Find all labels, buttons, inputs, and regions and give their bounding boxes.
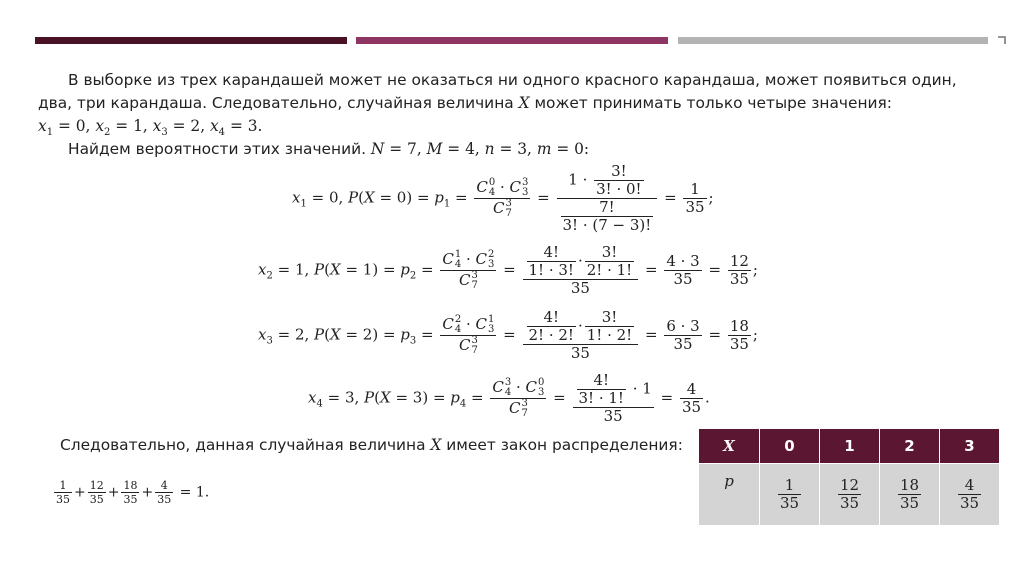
distribution-line: Следовательно, данная случайная величина X имеет закон распределения:: [60, 436, 683, 454]
distribution-table: [698, 428, 1000, 526]
table-row-label: p: [699, 464, 760, 526]
table-cell: $\frac{12}{35}$: [820, 464, 880, 526]
intro-line-1: В выборке из трех карандашей может не оказаться ни одного красного карандаша, может появиться один,: [68, 71, 957, 89]
header-bar-magenta: [356, 37, 668, 44]
header-bar-gray: [678, 37, 988, 44]
sum-check: $\frac{1}{35}$ + $\frac{12}{35}$ + $\frac{18}{35}$ + $\frac{4}{35}$ = 1.: [56, 479, 210, 506]
table-cell: $\frac{18}{35}$: [880, 464, 940, 526]
table-header-cell: X: [699, 429, 760, 464]
table-header-cell: 3: [940, 429, 1000, 464]
table-cell: $\frac{1}{35}$: [760, 464, 820, 526]
formula-x2: $x_2 = 1$, $P(X = 1) = p_2$ = C 1 4 · C 2 3 C 3 7 = $\frac{4!}{1! \cdot 3!}$ · $\frac{3!}{2! \cdot 1!}$ 35 = $\frac{4 \cdot 3}{35}$ = $\frac{12}{35}$ ;: [258, 243, 758, 297]
formula-x3: $x_3 = 2$, $P(X = 2) = p_3$ = C 2 4 · C 1 3 C 3 7 = $\frac{4!}{2! \cdot 2!}$ · $\frac{3!}{1! \cdot 2!}$ 35 = $\frac{6 \cdot 3}{35}$ = $\frac{18}{35}$ ;: [258, 308, 758, 362]
table-header-cell: 1: [820, 429, 880, 464]
header-bar-dark: [35, 37, 347, 44]
table-row: [699, 464, 1000, 526]
formula-x4: $x_4 = 3$, $P(X = 3) = p_4$ = C 3 4 · C 0 3 C 3 7 = $\frac{4!}{3! \cdot 1!}$ · 1 35 = $\frac{4}{35}$ .: [308, 371, 710, 425]
table-header-cell: 0: [760, 429, 820, 464]
table-cell: $\frac{4}{35}$: [940, 464, 1000, 526]
params-line: Найдем вероятности этих значений. N = 7, M = 4, n = 3, m = 0:: [68, 140, 590, 158]
formula-x1: $x_1 = 0$, $P(X = 0) = p_1$ = C 0 4 · C 3 3 C 3 7 = 1 · $\frac{3!}{3! \cdot 0!}$ $\frac{7!}{3! \cdot (7 - 3)!}$ = $\frac{1}{35}$ ;: [292, 162, 714, 234]
table-header-cell: 2: [880, 429, 940, 464]
values-line: $x_1 = 0$, $x_2 = 1$, $x_3 = 2$, $x_4 = 3$.: [38, 117, 263, 139]
table-header-row: [699, 429, 1000, 464]
intro-line-2: два, три карандаша. Следовательно, случайная величина X может принимать только четыре значения:: [38, 94, 892, 112]
corner-mark-icon: [997, 36, 1006, 45]
